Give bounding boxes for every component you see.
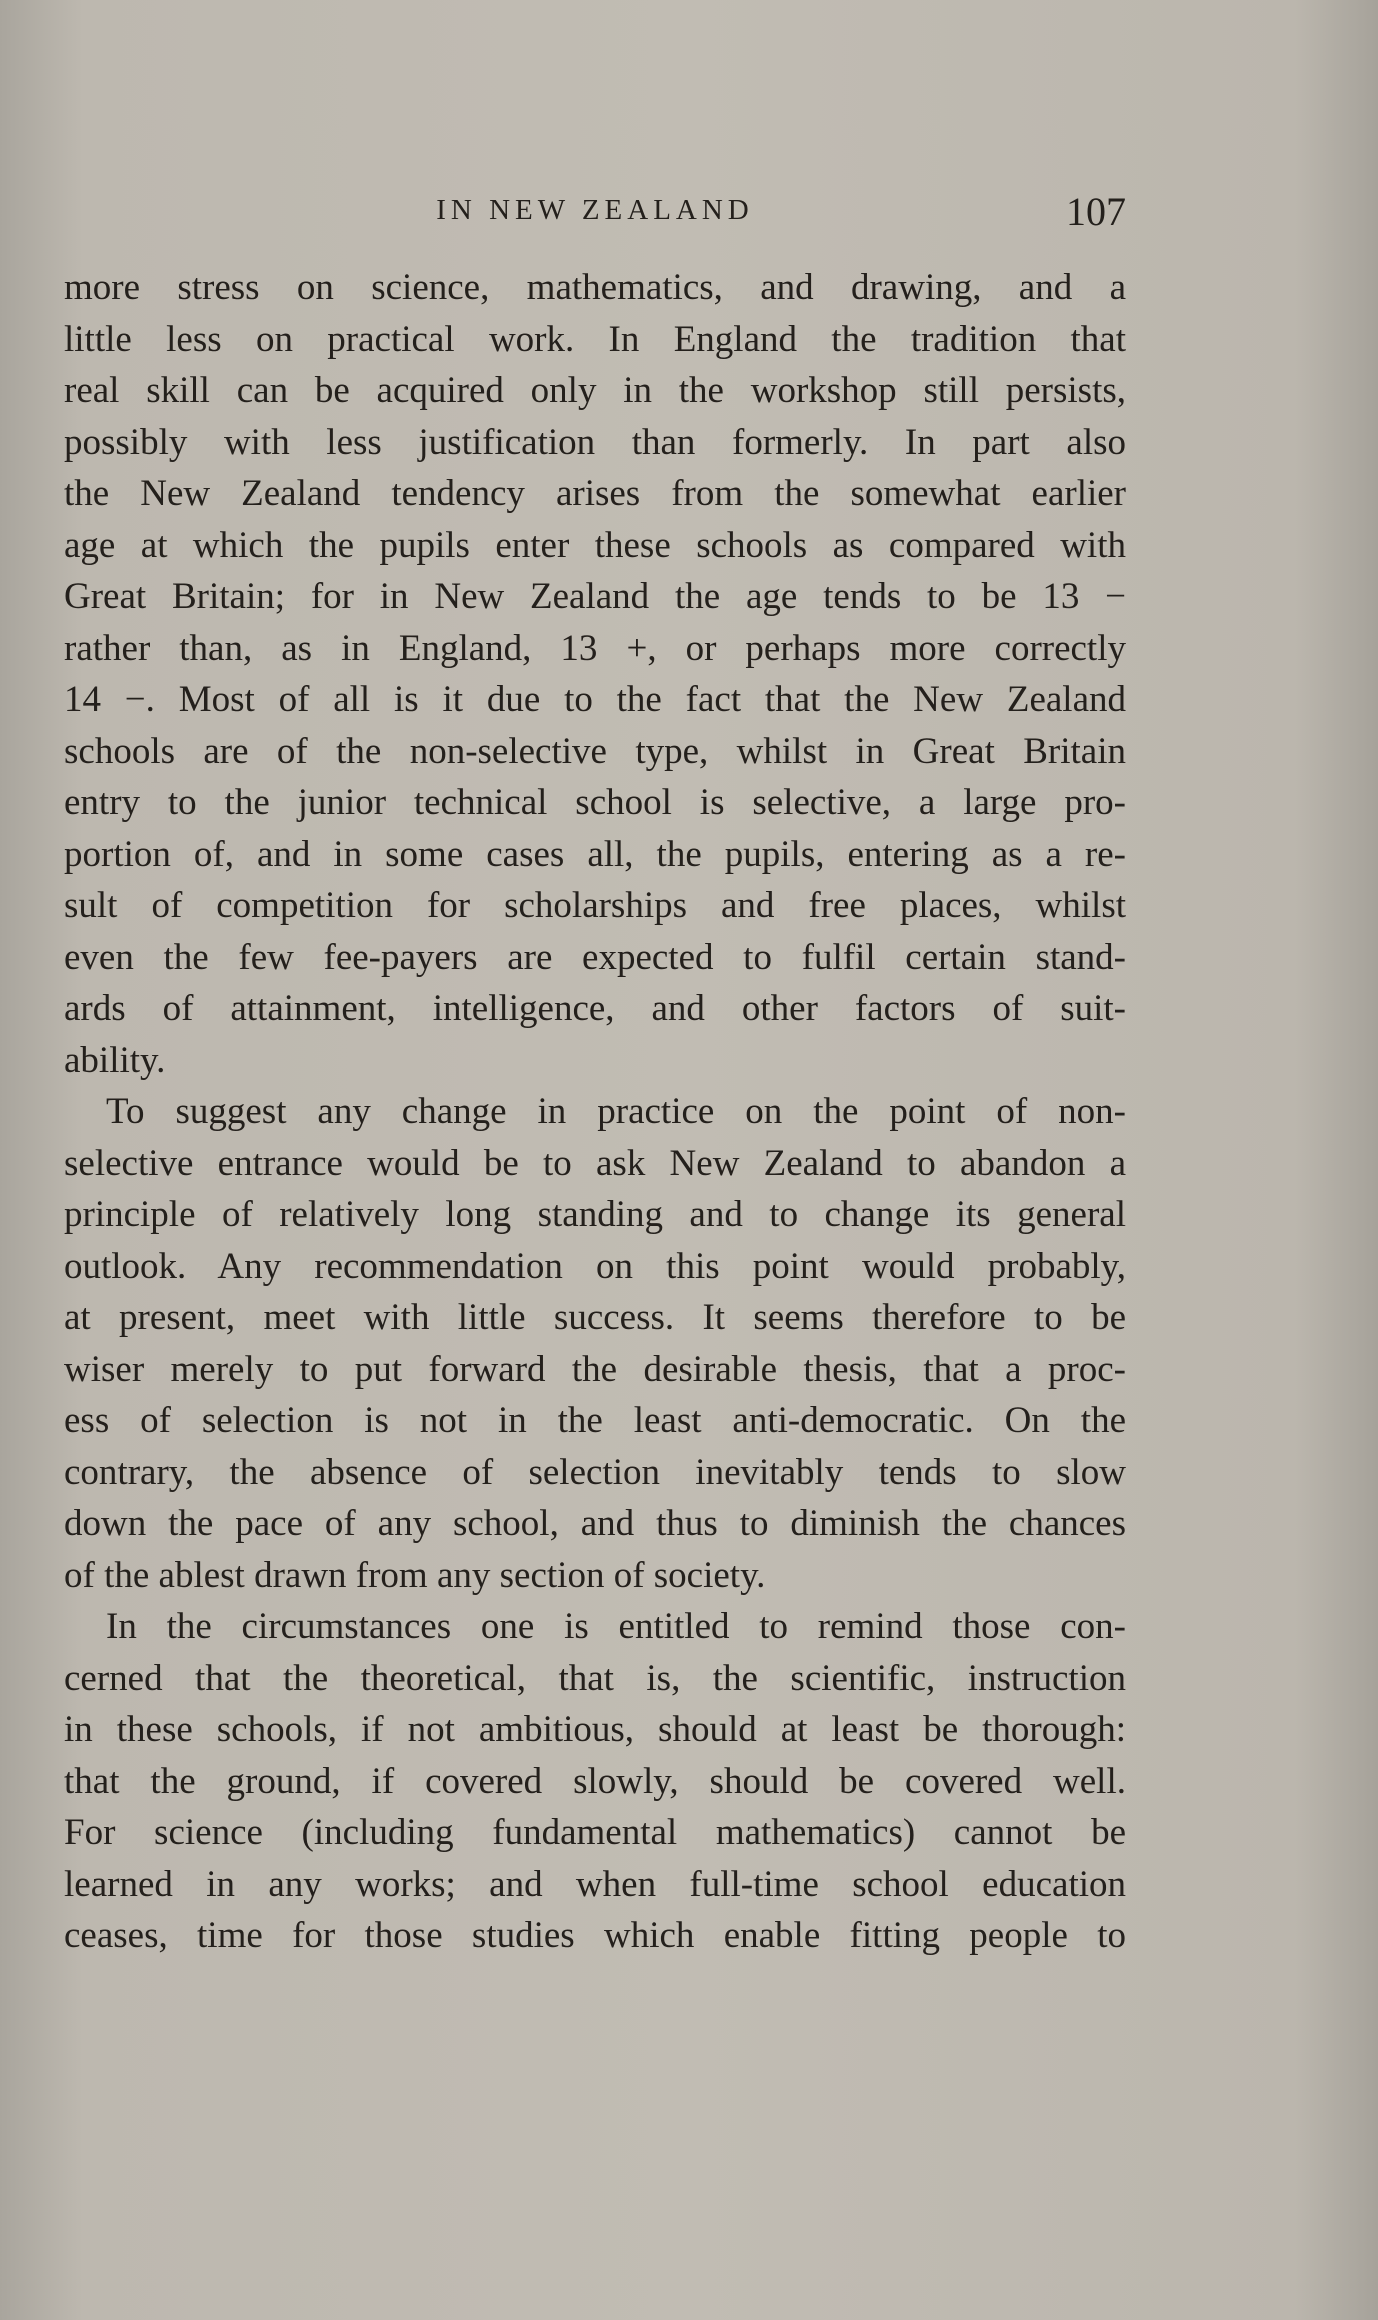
text-line: of the ablest drawn from any section of society. — [64, 1554, 766, 1596]
text-line: To suggest any change in practice on the point of non- — [106, 1091, 1126, 1132]
text-line: age at which the pupils enter these schools as compared with — [64, 524, 1126, 566]
running-head: IN NEW ZEALAND — [436, 194, 754, 226]
text-line: For science (including fundamental mathematics) cannot be — [64, 1812, 1126, 1853]
text-line: in these schools, if not ambitious, should at least be thorough: — [64, 1709, 1126, 1750]
text-line: at present, meet with little success. It seems therefore to be — [64, 1297, 1126, 1338]
text-line: entry to the junior technical school is selective, a large pro- — [64, 782, 1126, 823]
text-line: learned in any works; and when full-time school education — [64, 1863, 1126, 1905]
text-line: portion of, and in some cases all, the pupils, entering as a re- — [64, 833, 1126, 875]
text-line: sult of competition for scholarships and free places, whilst — [64, 885, 1126, 926]
text-line: cerned that the theoretical, that is, the scientific, instruction — [64, 1657, 1126, 1699]
text-line: 14 −. Most of all is it due to the fact that the New Zealand — [64, 679, 1126, 720]
text-line: selective entrance would be to ask New Zealand to abandon a — [64, 1142, 1126, 1184]
page-number: 107 — [1066, 189, 1126, 234]
text-line: wiser merely to put forward the desirable thesis, that a proc- — [64, 1348, 1126, 1390]
body-text — [64, 262, 1126, 1962]
text-line: In the circumstances one is entitled to remind those con- — [106, 1606, 1126, 1647]
text-line: possibly with less justification than formerly. In part also — [64, 421, 1126, 463]
page-header — [64, 190, 1126, 234]
text-line: contrary, the absence of selection inevitably tends to slow — [64, 1451, 1126, 1493]
text-line: ceases, time for those studies which enable fitting people to — [64, 1915, 1126, 1956]
text-line: ess of selection is not in the least anti-democratic. On the — [64, 1400, 1126, 1441]
text-line: outlook. Any recommendation on this point would probably, — [64, 1245, 1126, 1287]
text-line: more stress on science, mathematics, and drawing, and a — [64, 267, 1126, 308]
text-line: the New Zealand tendency arises from the somewhat earlier — [64, 473, 1126, 514]
text-line: down the pace of any school, and thus to diminish the chances — [64, 1503, 1126, 1544]
text-line: that the ground, if covered slowly, should be covered well. — [64, 1760, 1126, 1802]
text-line: little less on practical work. In England the tradition that — [64, 318, 1126, 360]
text-line: rather than, as in England, 13 +, or perhaps more correctly — [64, 627, 1126, 669]
text-line: real skill can be acquired only in the workshop still persists, — [64, 370, 1126, 411]
text-line: principle of relatively long standing and to change its general — [64, 1194, 1126, 1235]
text-line: Great Britain; for in New Zealand the age tends to be 13 − — [64, 576, 1126, 617]
text-line: schools are of the non-selective type, whilst in Great Britain — [64, 730, 1126, 772]
text-line: even the few fee-payers are expected to fulfil certain stand- — [64, 936, 1126, 978]
text-line: ability. — [64, 1039, 166, 1081]
text-line: ards of attainment, intelligence, and other factors of suit- — [64, 988, 1126, 1029]
